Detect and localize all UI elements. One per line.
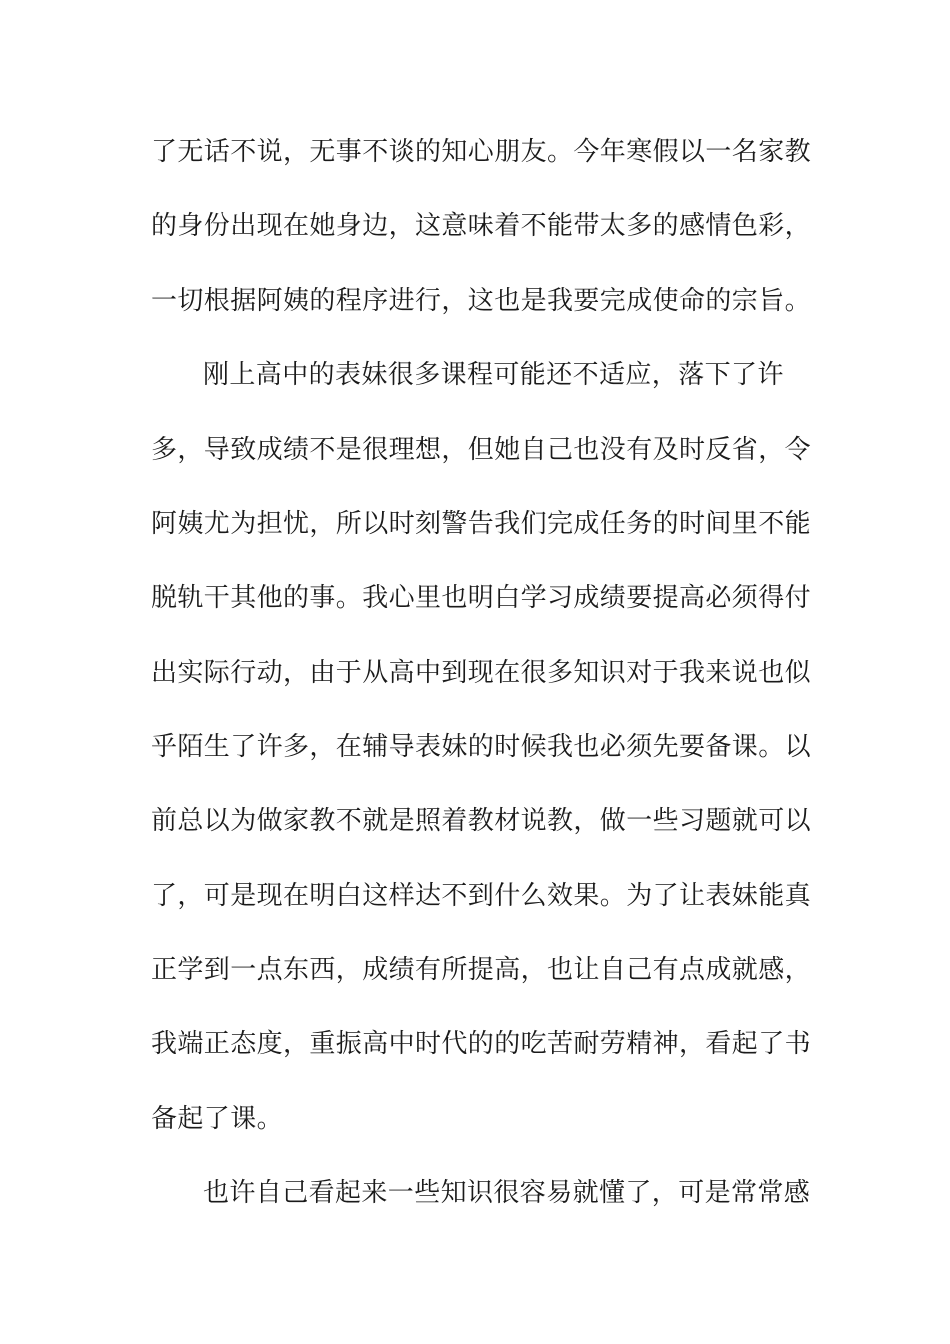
text-line: 一切根据阿姨的程序进行，这也是我要完成使命的宗旨。 — [151, 286, 812, 316]
paragraph-first-line: 刚上高中的表妹很多课程可能还不适应，落下了许 — [203, 360, 784, 390]
text-line: 前总以为做家教不就是照着教材说教，做一些习题就可以 — [151, 806, 812, 836]
text-line: 了无话不说，无事不谈的知心朋友。今年寒假以一名家教 — [151, 137, 812, 167]
text-line: 阿姨尤为担忧，所以时刻警告我们完成任务的时间里不能 — [151, 509, 812, 539]
text-line: 备起了课。 — [151, 1104, 284, 1134]
text-line: 的身份出现在她身边，这意味着不能带太多的感情色彩， — [151, 211, 812, 241]
paragraph-first-line: 也许自己看起来一些知识很容易就懂了，可是常常感 — [203, 1178, 811, 1208]
text-line: 正学到一点东西，成绩有所提高，也让自己有点成就感， — [151, 955, 812, 985]
text-line: 我端正态度，重振高中时代的的吃苦耐劳精神，看起了书 — [151, 1029, 812, 1059]
text-line: 了，可是现在明白这样达不到什么效果。为了让表妹能真 — [151, 881, 812, 911]
text-line: 乎陌生了许多，在辅导表妹的时候我也必须先要备课。以 — [151, 732, 812, 762]
text-line: 多，导致成绩不是很理想，但她自己也没有及时反省，令 — [151, 435, 812, 465]
text-line: 脱轨干其他的事。我心里也明白学习成绩要提高必须得付 — [151, 583, 812, 613]
text-line: 出实际行动，由于从高中到现在很多知识对于我来说也似 — [151, 658, 812, 688]
